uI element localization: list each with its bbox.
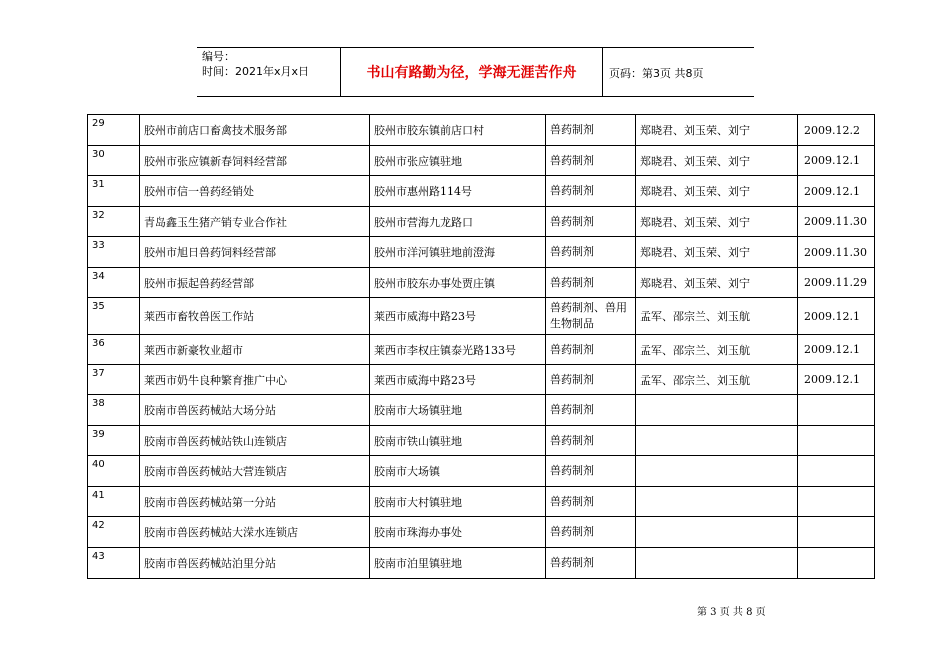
table-row: [88, 487, 875, 517]
cell-date: 2009.12.1: [798, 335, 875, 365]
cell-inspectors: [636, 426, 798, 456]
cell-company-name: 胶州市旭日兽药饲料经营部: [140, 237, 370, 268]
cell-company-name: 胶南市兽医药械站大溁水连锁店: [140, 517, 370, 548]
cell-inspectors: 郑晓君、刘玉荣、刘宁: [636, 207, 798, 237]
cell-inspectors: 郑晓君、刘玉荣、刘宁: [636, 146, 798, 176]
cell-date: [798, 487, 875, 517]
cell-company-name: 莱西市畜牧兽医工作站: [140, 298, 370, 335]
cell-scope: 兽药制剂: [546, 115, 636, 146]
cell-company-name: 胶州市张应镇新春饲料经营部: [140, 146, 370, 176]
cell-company-name: 胶南市兽医药械站大营连锁店: [140, 456, 370, 487]
cell-scope: 兽药制剂: [546, 548, 636, 579]
cell-scope: 兽药制剂: [546, 335, 636, 365]
header-bottom-rule: [197, 96, 754, 97]
cell-date: 2009.11.30: [798, 207, 875, 237]
cell-number: 34: [88, 268, 140, 298]
cell-number: 35: [88, 298, 140, 335]
cell-company-name: 胶州市前店口畜禽技术服务部: [140, 115, 370, 146]
cell-company-name: 胶南市兽医药械站第一分站: [140, 487, 370, 517]
cell-address: 莱西市威海中路23号: [370, 365, 546, 395]
cell-scope: 兽药制剂: [546, 395, 636, 426]
cell-company-name: 胶南市兽医药械站铁山连锁店: [140, 426, 370, 456]
cell-inspectors: [636, 517, 798, 548]
table-row: [88, 268, 875, 298]
cell-date: 2009.12.1: [798, 176, 875, 207]
cell-number: 29: [88, 115, 140, 146]
cell-inspectors: 孟军、邵宗兰、刘玉航: [636, 335, 798, 365]
cell-date: 2009.12.1: [798, 298, 875, 335]
header-top-rule: [197, 47, 754, 48]
cell-scope: 兽药制剂: [546, 426, 636, 456]
cell-company-name: 青岛鑫玉生猪产销专业合作社: [140, 207, 370, 237]
cell-scope: 兽药制剂: [546, 268, 636, 298]
cell-date: [798, 395, 875, 426]
cell-date: [798, 517, 875, 548]
cell-company-name: 莱西市奶牛良种繁育推广中心: [140, 365, 370, 395]
cell-scope: 兽药制剂: [546, 365, 636, 395]
cell-address: 胶州市张应镇驻地: [370, 146, 546, 176]
cell-inspectors: 郑晓君、刘玉荣、刘宁: [636, 115, 798, 146]
cell-date: [798, 456, 875, 487]
header-number-label: 编号：: [202, 50, 235, 63]
table-row: [88, 237, 875, 268]
table-row: [88, 517, 875, 548]
header-time-label: 时间：2021年x月x日: [202, 65, 310, 78]
table-row: [88, 176, 875, 207]
cell-company-name: 莱西市新豪牧业超市: [140, 335, 370, 365]
cell-scope: 兽药制剂: [546, 176, 636, 207]
header-meta: [202, 49, 309, 79]
cell-scope: 兽药制剂: [546, 456, 636, 487]
cell-inspectors: 孟军、邵宗兰、刘玉航: [636, 298, 798, 335]
cell-date: [798, 548, 875, 579]
table-row: [88, 207, 875, 237]
cell-date: 2009.11.29: [798, 268, 875, 298]
table-row: [88, 456, 875, 487]
cell-date: 2009.12.2: [798, 115, 875, 146]
cell-address: 胶州市胶东镇前店口村: [370, 115, 546, 146]
cell-scope: 兽药制剂: [546, 517, 636, 548]
header-divider-right: [602, 47, 603, 96]
table-row: [88, 395, 875, 426]
cell-number: 43: [88, 548, 140, 579]
cell-scope: 兽药制剂: [546, 487, 636, 517]
cell-number: 37: [88, 365, 140, 395]
cell-inspectors: [636, 456, 798, 487]
cell-number: 42: [88, 517, 140, 548]
cell-address: 胶州市营海九龙路口: [370, 207, 546, 237]
cell-company-name: 胶南市兽医药械站泊里分站: [140, 548, 370, 579]
cell-company-name: 胶南市兽医药械站大场分站: [140, 395, 370, 426]
cell-address: 莱西市威海中路23号: [370, 298, 546, 335]
cell-address: 胶南市珠海办事处: [370, 517, 546, 548]
table-row: [88, 146, 875, 176]
cell-address: 胶州市洋河镇驻地前澄海: [370, 237, 546, 268]
cell-number: 38: [88, 395, 140, 426]
table-row: [88, 298, 875, 335]
footer-page-number: 第 3 页 共 8 页: [697, 607, 766, 618]
cell-number: 30: [88, 146, 140, 176]
cell-address: 胶南市大场镇: [370, 456, 546, 487]
table-row: [88, 115, 875, 146]
cell-scope: 兽药制剂、兽用生物制品: [546, 298, 636, 335]
header-motto: 书山有路勤为径，学海无涯苦作舟: [366, 65, 577, 81]
header-page-label: 页码：第3页 共8页: [609, 67, 704, 80]
table-row: [88, 426, 875, 456]
table-row: [88, 335, 875, 365]
cell-date: [798, 426, 875, 456]
cell-inspectors: [636, 487, 798, 517]
cell-inspectors: 郑晓君、刘玉荣、刘宁: [636, 237, 798, 268]
cell-date: 2009.12.1: [798, 365, 875, 395]
cell-inspectors: [636, 395, 798, 426]
cell-number: 33: [88, 237, 140, 268]
cell-number: 36: [88, 335, 140, 365]
cell-address: 胶南市泊里镇驻地: [370, 548, 546, 579]
cell-inspectors: 郑晓君、刘玉荣、刘宁: [636, 176, 798, 207]
cell-scope: 兽药制剂: [546, 207, 636, 237]
cell-number: 41: [88, 487, 140, 517]
table-row: [88, 548, 875, 579]
table-row: [88, 365, 875, 395]
cell-number: 31: [88, 176, 140, 207]
cell-date: 2009.12.1: [798, 146, 875, 176]
cell-address: 胶南市大村镇驻地: [370, 487, 546, 517]
cell-scope: 兽药制剂: [546, 146, 636, 176]
cell-address: 胶南市大场镇驻地: [370, 395, 546, 426]
cell-address: 胶州市胶东办事处贾庄镇: [370, 268, 546, 298]
cell-inspectors: [636, 548, 798, 579]
cell-number: 39: [88, 426, 140, 456]
records-table: [87, 114, 875, 579]
cell-number: 40: [88, 456, 140, 487]
cell-company-name: 胶州市振起兽药经营部: [140, 268, 370, 298]
cell-address: 胶州市惠州路114号: [370, 176, 546, 207]
cell-address: 莱西市李权庄镇泰光路133号: [370, 335, 546, 365]
records-table-body: [88, 115, 875, 579]
cell-company-name: 胶州市信一兽药经销处: [140, 176, 370, 207]
cell-inspectors: 孟军、邵宗兰、刘玉航: [636, 365, 798, 395]
cell-address: 胶南市铁山镇驻地: [370, 426, 546, 456]
cell-scope: 兽药制剂: [546, 237, 636, 268]
cell-inspectors: 郑晓君、刘玉荣、刘宁: [636, 268, 798, 298]
cell-number: 32: [88, 207, 140, 237]
cell-date: 2009.11.30: [798, 237, 875, 268]
